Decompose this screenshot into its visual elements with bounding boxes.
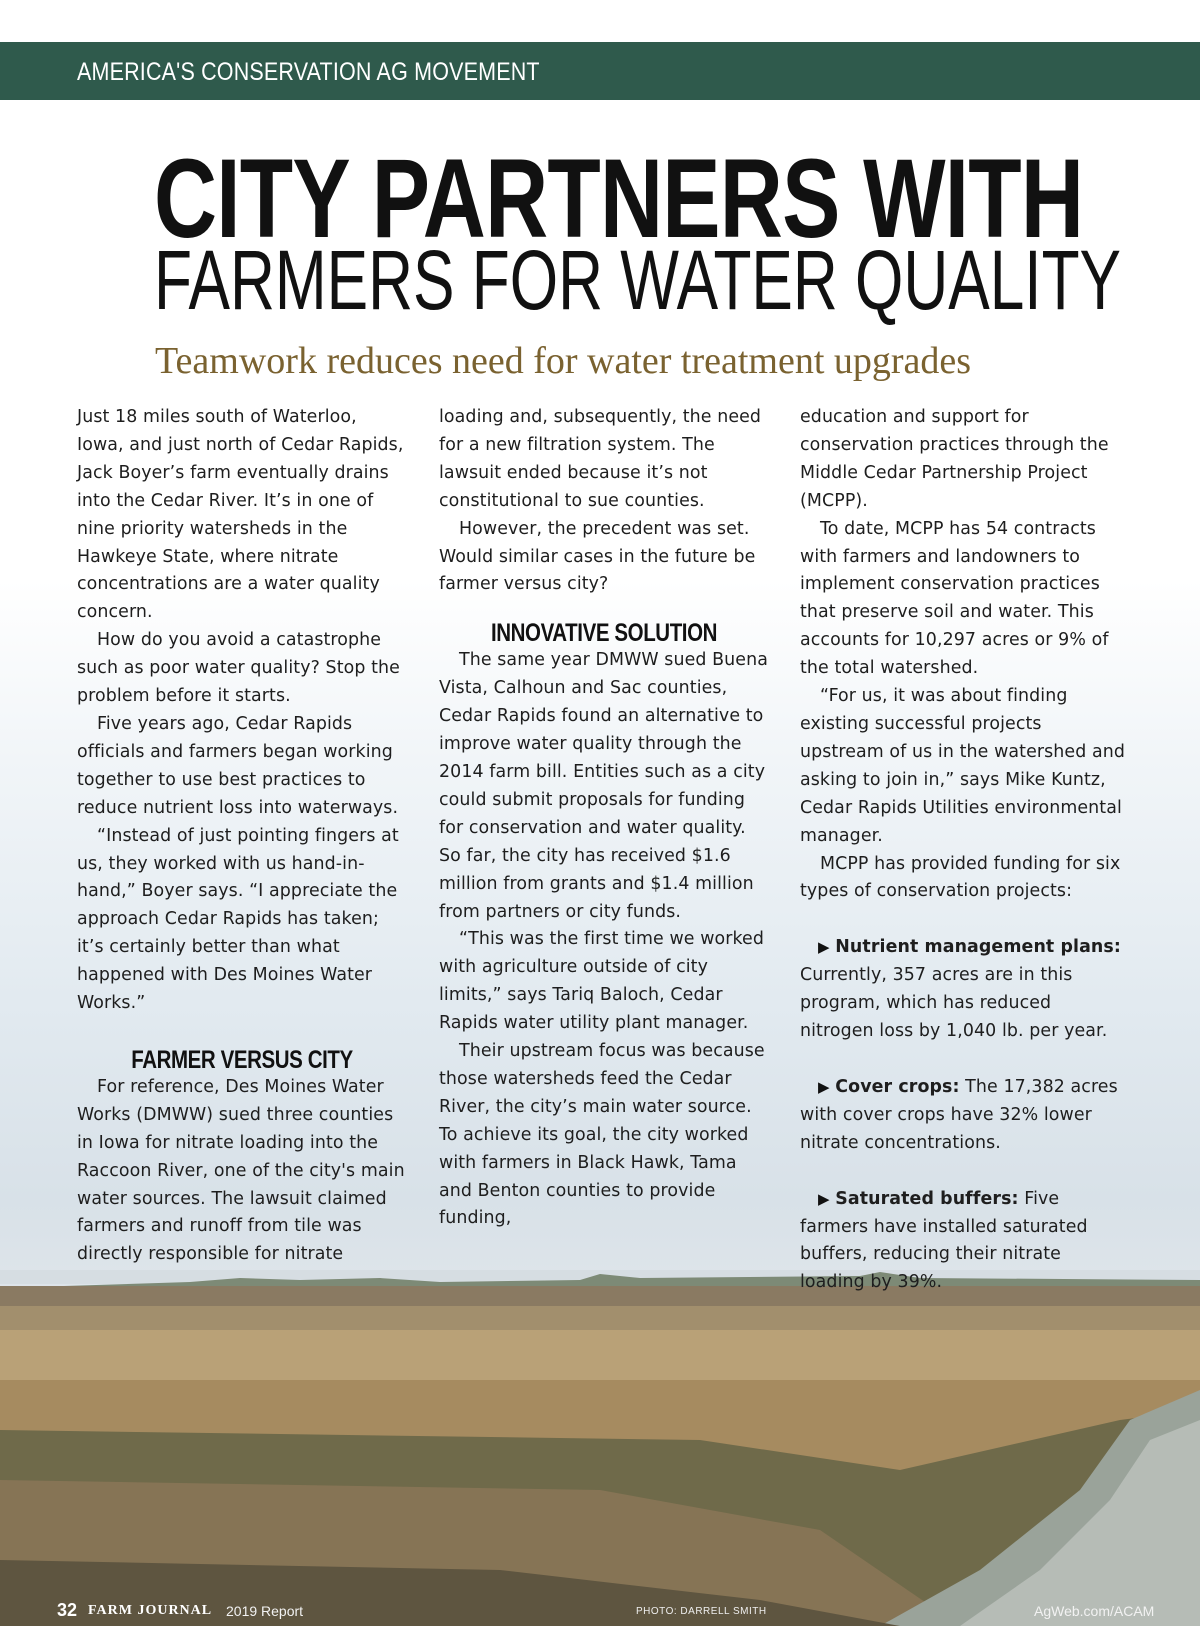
- bullet-item: [800, 934, 1130, 1046]
- section-heading: FARMER VERSUS CITY: [131, 1045, 353, 1074]
- section-label: AMERICA'S CONSERVATION AG MOVEMENT: [77, 58, 540, 86]
- paragraph: “For us, it was about finding existing successful projects upstream of us in the watershed and asking to join in,” says Mike Kuntz, Cedar Rapids Utilities environmental manager.: [800, 686, 1125, 846]
- website-url: AgWeb.com/ACAM: [1034, 1603, 1155, 1619]
- bullet-heading: Saturated buffers:: [835, 1188, 1019, 1209]
- bullet-heading: Cover crops:: [835, 1076, 960, 1097]
- bullet-item: [800, 1074, 1130, 1158]
- page-number: 32: [57, 1600, 78, 1620]
- paragraph: Five years ago, Cedar Rapids officials and farmers began working together to use best practices to reduce nutrient loss into waterways.: [77, 713, 399, 818]
- paragraph: loading and, subsequently, the need for a new filtration system. The lawsuit ended because it’s not constitutional to sue counties.: [439, 407, 762, 511]
- paragraph: “Instead of just pointing fingers at us, they worked with us hand-in-hand,” Boyer says. “I appreciate the approach Cedar Rapids has taken; it’s certainly better than what happened with Des Moines Water Works.”: [77, 825, 399, 1014]
- bullet-text: Five farmers have installed saturated buffers, reducing their nitrate loading by 39%.: [800, 1188, 1088, 1293]
- article-subtitle: Teamwork reduces need for water treatment upgrades: [155, 340, 972, 382]
- magazine-name: FARM JOURNAL: [88, 1603, 213, 1618]
- triangle-right-icon: ▶: [818, 1189, 830, 1208]
- bullet-text: Currently, 357 acres are in this program, which has reduced nitrogen loss by 1,040 lb. per year.: [800, 965, 1108, 1042]
- text-column-3: [800, 404, 1130, 1297]
- bullet-text: The 17,382 acres with cover crops have 32% lower nitrate concentrations.: [800, 1076, 1118, 1153]
- bullet-item: [800, 1186, 1130, 1298]
- bullet-heading: Nutrient management plans:: [835, 937, 1121, 958]
- triangle-right-icon: ▶: [818, 1077, 830, 1096]
- paragraph: The same year DMWW sued Buena Vista, Calhoun and Sac counties, Cedar Rapids found an alternative to improve water quality through the 2014 farm bill. Entities such as a city could submit proposals for funding for conservation and water quality. So far, the city has received $1.6 million from grants and $1.4 million from partners or city funds.: [439, 650, 768, 922]
- paragraph: education and support for conservation practices through the Middle Cedar Partnership Project (MCPP).: [800, 407, 1109, 511]
- paragraph: However, the precedent was set. Would similar cases in the future be farmer versus city?: [439, 518, 756, 595]
- paragraph: For reference, Des Moines Water Works (DMWW) sued three counties in Iowa for nitrate loading into the Raccoon River, one of the city's main water sources. The lawsuit claimed farmers and runoff from tile was directly responsible for nitrate: [77, 1076, 405, 1265]
- triangle-right-icon: ▶: [818, 938, 830, 957]
- paragraph: Just 18 miles south of Waterloo, Iowa, and just north of Cedar Rapids, Jack Boyer’s farm eventually drains into the Cedar River. It’s in one of nine priority watersheds in the Hawkeye State, where nitrate concentrations are a water quality concern.: [77, 407, 404, 623]
- section-header-band: [0, 42, 1200, 100]
- paragraph: MCPP has provided funding for six types of conservation projects:: [800, 853, 1121, 902]
- paragraph: Their upstream focus was because those watersheds feed the Cedar River, the city’s main water source. To achieve its goal, the city worked with farmers in Black Hawk, Tama and Benton counties to provide funding,: [439, 1041, 765, 1229]
- article-title-line1: CITY PARTNERS WITH: [154, 136, 1084, 261]
- section-heading: INNOVATIVE SOLUTION: [490, 619, 718, 648]
- photo-credit: PHOTO: DARRELL SMITH: [636, 1606, 767, 1617]
- paragraph: To date, MCPP has 54 contracts with farmers and landowners to implement conservation practices that preserve soil and water. This accounts for 10,297 acres or 9% of the total watershed.: [800, 518, 1109, 679]
- article-title-line2: FARMERS FOR WATER QUALITY: [154, 233, 1122, 327]
- field-photo: [0, 1270, 1200, 1626]
- text-column-2: [439, 404, 769, 1233]
- report-label: 2019 Report: [226, 1603, 304, 1619]
- paragraph: “This was the first time we worked with agriculture outside of city limits,” says Tariq Baloch, Cedar Rapids water utility plant manager.: [439, 929, 764, 1034]
- paragraph: How do you avoid a catastrophe such as poor water quality? Stop the problem before it starts.: [77, 630, 400, 707]
- text-column-1: [77, 404, 407, 1269]
